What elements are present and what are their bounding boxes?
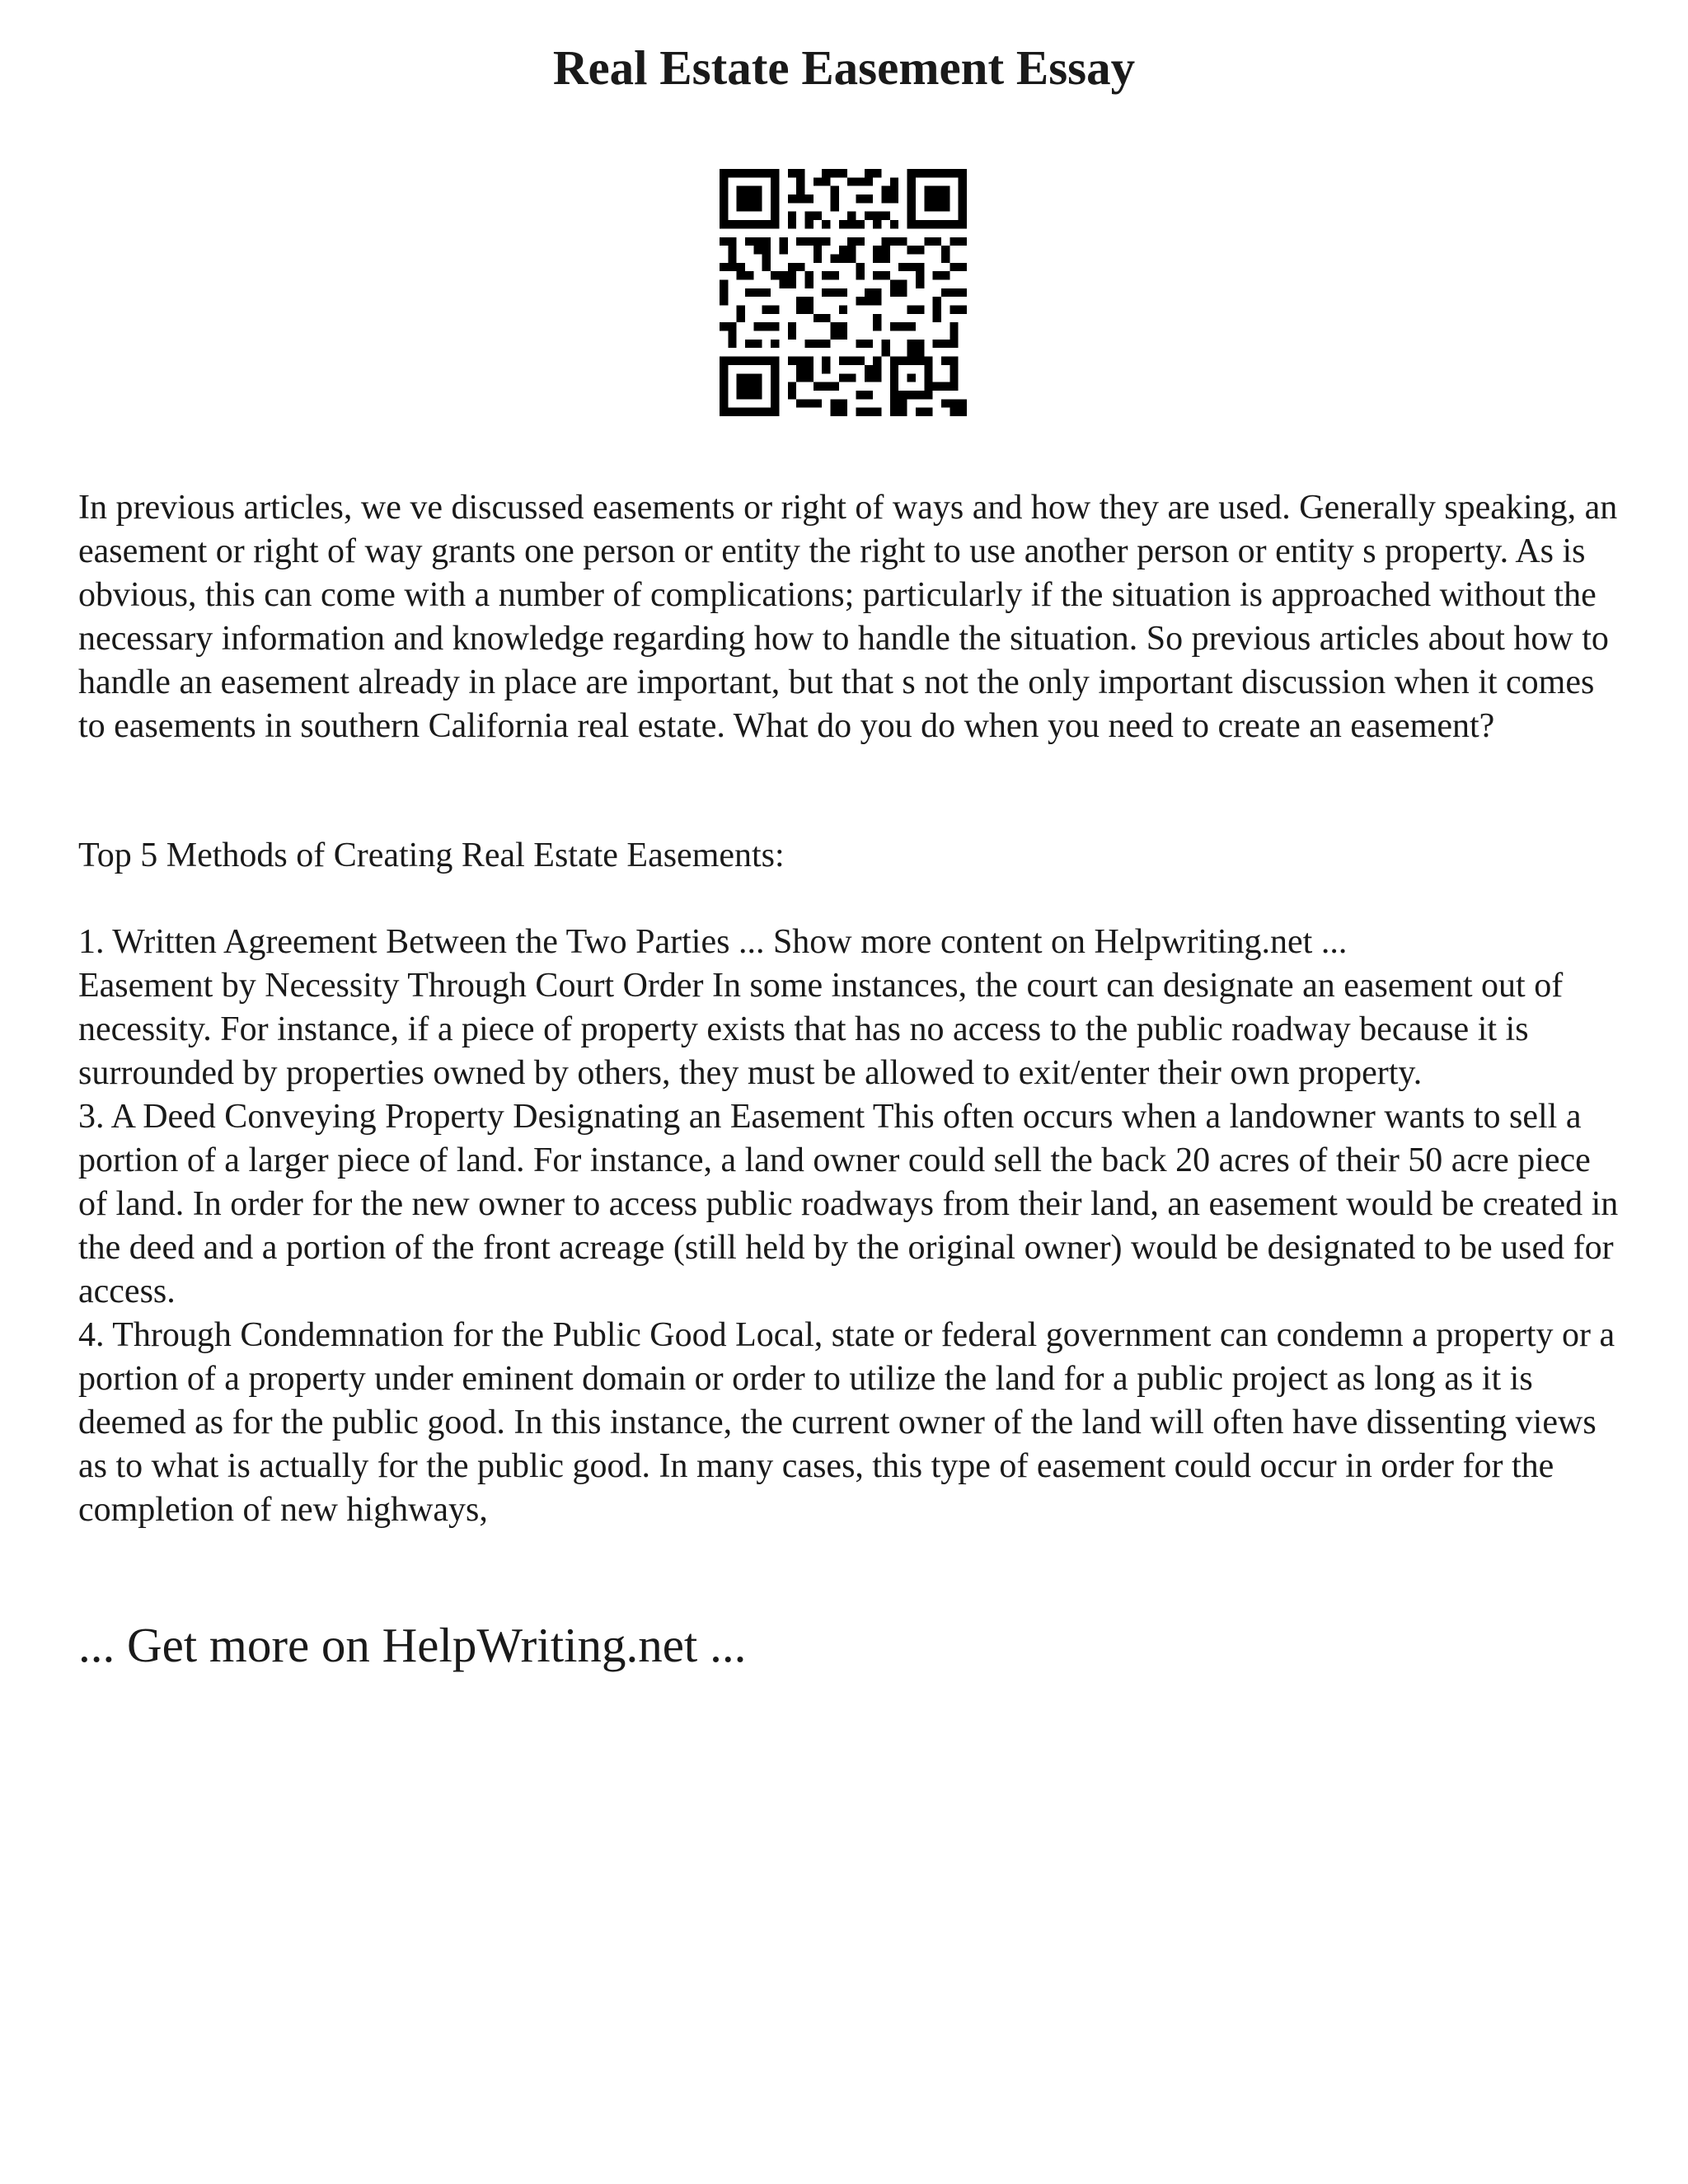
intro-paragraph: In previous articles, we ve discussed easements or right of ways and how they are used. Generally speaking, an easement or right of way grants one person or entity the right to use another person or entity s property. As is obvious, this can come with a number of complications; particularly if the situation is approached without the necessary information and knowledge regarding how to handle the situation. So previous articles about how to handle an easement already in place are important, but that s not the only important discussion when it comes to easements in southern California real estate. What do you do when you need to create an easement? bbox=[78, 489, 1618, 745]
list-item: Easement by Necessity Through Court Order In some instances, the court can designate an easement out of necessity. For instance, if a piece of property exists that has no access to the public roadway because it is surrounded by properties owned by others, they must be allowed to exit/enter their own property. bbox=[78, 967, 1564, 1092]
list-item: 1. Written Agreement Between the Two Parties ... Show more content on Helpwriting.net ... bbox=[78, 923, 1348, 961]
list-item: 4. Through Condemnation for the Public Good Local, state or federal government can condemn a property or a portion of a property under eminent domain or order to utilize the land for a public project as long as it is deemed as for the public good. In this instance, the current owner of the land will often have dissenting views as to what is actually for the public good. In many cases, this type of easement could occur in order for the completion of new highways, bbox=[78, 1316, 1615, 1529]
methods-list bbox=[78, 921, 1628, 1532]
qr-code-icon[interactable] bbox=[720, 169, 967, 416]
methods-heading: Top 5 Methods of Creating Real Estate Easements: bbox=[78, 837, 785, 874]
document-title: Real Estate Easement Essay bbox=[552, 40, 1136, 95]
list-item: 3. A Deed Conveying Property Designating an Easement This often occurs when a landowner wants to sell a portion of a larger piece of land. For instance, a land owner could sell the back 20 acres of their 50 acre piece of land. In order for the new owner to access public roadways from their land, an easement would be created in the deed and a portion of the front acreage (still held by the original owner) would be designated to be used for access. bbox=[78, 1098, 1619, 1310]
get-more-link[interactable]: ... Get more on HelpWriting.net ... bbox=[78, 1618, 747, 1672]
